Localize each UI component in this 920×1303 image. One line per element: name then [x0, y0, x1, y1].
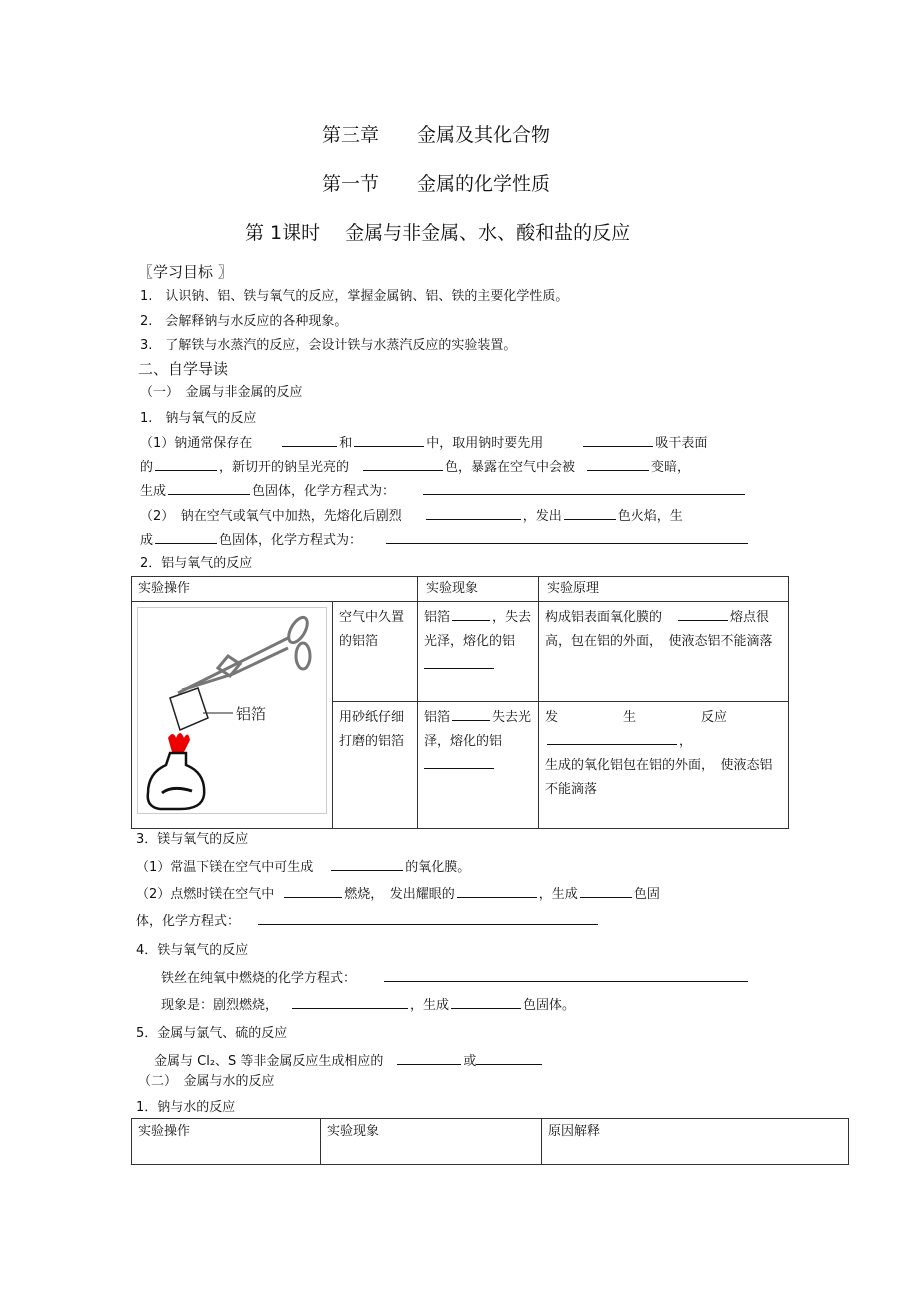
phenomenon-cell — [418, 702, 539, 829]
mg-line — [136, 884, 660, 904]
blank — [384, 968, 748, 982]
text: 变暗， — [651, 460, 691, 475]
text: 色，暴露在空气中会被 — [445, 460, 576, 475]
lesson-title: 第 1课时 金属与非金属、水、酸和盐的反应 — [245, 222, 631, 244]
blank — [168, 481, 250, 495]
text: 生成的氧化铝包在铝的外面， 使液态铝不能滴落 — [545, 758, 773, 798]
text: （1）钠通常保存在 — [140, 436, 253, 451]
aluminum-foil-heating-illustration — [137, 607, 327, 814]
text: ，生成 — [538, 887, 578, 902]
text: （1）常温下镁在空气中可生成 — [136, 860, 314, 875]
text: ， — [679, 734, 693, 750]
alcohol-burner-icon — [148, 753, 204, 809]
text: ，生成 — [410, 998, 450, 1013]
text: 或 — [463, 1054, 477, 1069]
text: 吸干表面 — [655, 436, 708, 451]
blank — [284, 884, 342, 898]
text: 现象是：剧烈燃烧， — [161, 998, 279, 1013]
text: 构成铝表面氧化膜的 — [545, 610, 663, 625]
text: 色固 — [633, 887, 660, 902]
blank — [580, 884, 632, 898]
text: 铁丝在纯氧中燃烧的化学方程式： — [161, 971, 357, 986]
blank — [331, 857, 403, 871]
na-line — [140, 433, 707, 453]
goals-heading: 〖学习目标 〗 — [138, 263, 233, 281]
blank — [583, 433, 653, 447]
na-water-title: 1．钠与水的反应 — [136, 1100, 236, 1115]
part1-heading: （一） 金属与非金属的反应 — [140, 385, 303, 400]
text: 金属与 Cl₂、S 等非金属反应生成相应的 — [154, 1054, 384, 1069]
text: 燃烧， 发出耀眼的 — [344, 887, 455, 902]
goal-item: 3. 了解铁与水蒸汽的反应，会设计铁与水蒸汽反应的实验装置。 — [140, 338, 517, 353]
text: ，发出 — [522, 509, 562, 524]
principle-cell — [539, 702, 789, 829]
blank — [386, 530, 748, 544]
blank — [363, 457, 443, 471]
phenomenon-cell — [418, 602, 539, 702]
principle-cell — [539, 602, 789, 702]
text: （2）点燃时镁在空气中 — [136, 887, 275, 902]
blank — [678, 607, 728, 621]
text: 铝箔 — [424, 610, 451, 625]
mg-title: 3．镁与氧气的反应 — [136, 832, 249, 847]
text: 色固体，化学方程式为： — [252, 484, 396, 499]
header-cell: 原因解释 — [542, 1119, 849, 1165]
blank — [282, 433, 337, 447]
part2-heading: （二） 金属与水的反应 — [138, 1074, 275, 1089]
goal-item: 1. 认识钠、铝、铁与氧气的反应，掌握金属钠、铝、铁的主要化学性质。 — [140, 289, 569, 304]
blank — [547, 731, 677, 745]
cl-s-line — [154, 1051, 544, 1071]
text: 发 生 反应 — [545, 710, 728, 726]
text: 色火焰，生 — [617, 509, 683, 524]
blank — [292, 995, 408, 1009]
operation-cell: 空气中久置的铝箔 — [333, 602, 418, 702]
blank — [451, 995, 521, 1009]
na-line — [140, 481, 747, 501]
blank — [564, 506, 616, 520]
apparatus-image-cell — [132, 602, 333, 829]
text: ，失去光泽，熔化的铝 — [424, 610, 532, 649]
header-cell: 实验操作 — [132, 577, 418, 602]
blank — [452, 607, 490, 621]
text: 失去光泽，熔化的铝 — [424, 710, 532, 750]
text: 生成 — [140, 484, 167, 499]
flame-icon — [168, 733, 190, 752]
chapter-title: 第三章 金属及其化合物 — [322, 124, 551, 146]
cl-s-title: 5．金属与氯气、硫的反应 — [136, 1026, 288, 1041]
guide-heading: 二、自学导读 — [138, 360, 229, 378]
blank — [397, 1051, 461, 1065]
blank — [452, 707, 490, 721]
blank — [424, 655, 494, 669]
fe-line — [161, 968, 750, 988]
text: 成 — [140, 533, 154, 548]
text: 和 — [339, 436, 353, 451]
al-o2-title: 2．铝与氧气的反应 — [140, 556, 253, 571]
na-o2-title: 1. 钠与氧气的反应 — [140, 411, 257, 426]
mg-line — [136, 857, 470, 877]
section-title: 第一节 金属的化学性质 — [322, 173, 551, 195]
fe-title: 4．铁与氧气的反应 — [136, 943, 249, 958]
header-cell: 实验现象 — [418, 577, 539, 602]
header-cell: 实验原理 — [539, 577, 789, 602]
blank — [155, 530, 217, 544]
header-cell: 实验现象 — [321, 1119, 542, 1165]
text: （2） 钠在空气或氧气中加热，先熔化后剧烈 — [140, 509, 402, 524]
blank — [424, 755, 494, 769]
text: 色固体，化学方程式为： — [219, 533, 363, 548]
text: 铝箔 — [424, 710, 451, 726]
na-line — [140, 457, 690, 477]
text: ，新切开的钠呈光亮的 — [219, 460, 350, 475]
fe-line — [161, 995, 575, 1015]
blank — [258, 911, 598, 925]
na-water-table — [131, 1118, 849, 1165]
blank — [423, 481, 745, 495]
text: 的氧化膜。 — [405, 860, 471, 875]
foil-label: 铝箔 — [236, 705, 267, 723]
na-line — [140, 506, 683, 526]
text: 熔点很高，包在铝的外面， 使液态铝不能滴落 — [545, 610, 773, 649]
foil-shape — [170, 688, 208, 730]
header-cell: 实验操作 — [132, 1119, 321, 1165]
blank — [354, 433, 424, 447]
blank — [457, 884, 537, 898]
text: 的 — [140, 460, 154, 475]
na-line — [140, 530, 750, 550]
text: 体，化学方程式： — [136, 914, 241, 929]
blank — [426, 506, 521, 520]
mg-line — [136, 911, 600, 931]
blank — [155, 457, 217, 471]
blank — [476, 1051, 542, 1065]
al-experiment-table — [131, 576, 789, 829]
goal-item: 2. 会解释钠与水反应的各种现象。 — [140, 314, 348, 329]
text: 中，取用钠时要先用 — [426, 436, 544, 451]
operation-cell: 用砂纸仔细打磨的铝箔 — [333, 702, 418, 829]
blank — [587, 457, 649, 471]
text: 色固体。 — [523, 998, 576, 1013]
